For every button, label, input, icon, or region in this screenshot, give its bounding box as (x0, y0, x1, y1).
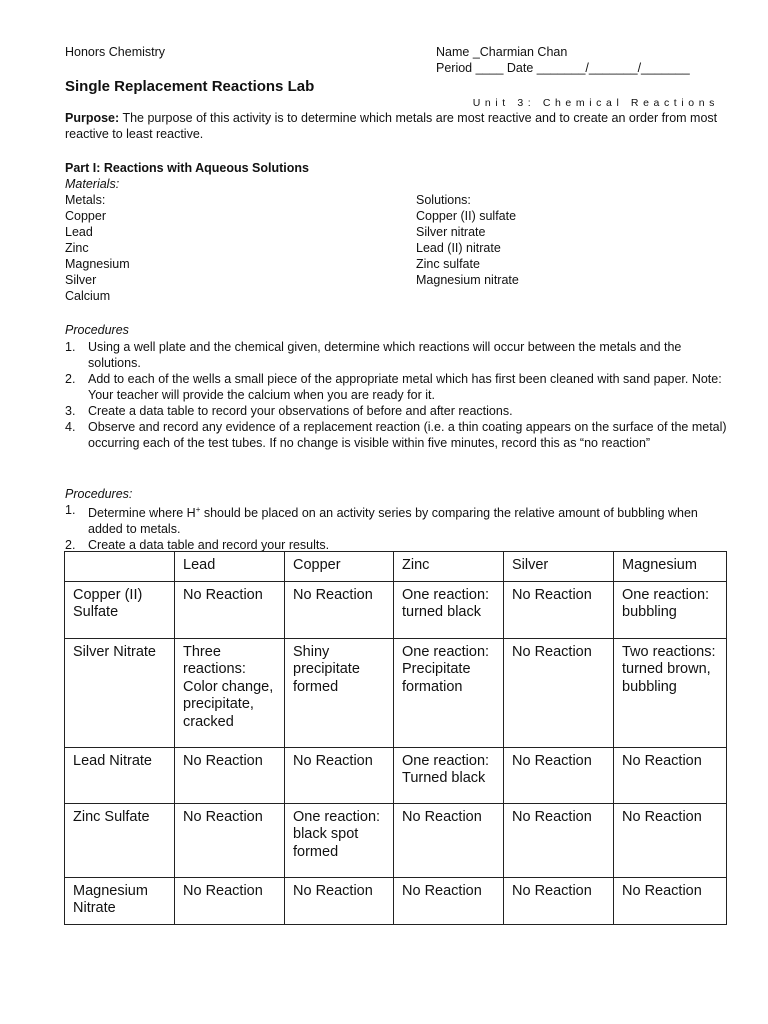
table-cell: One reaction: Turned black (394, 747, 504, 803)
table-cell: No Reaction (394, 803, 504, 877)
step-number: 1. (65, 340, 76, 354)
table-cell: No Reaction (504, 877, 614, 924)
column-header: Magnesium (614, 552, 727, 582)
table-cell: One reaction: black spot formed (285, 803, 394, 877)
table-cell: No Reaction (614, 803, 727, 877)
column-header: Zinc (394, 552, 504, 582)
row-header: Silver Nitrate (65, 638, 175, 747)
table-row (65, 638, 727, 747)
metal-item: Magnesium (65, 257, 130, 271)
table-cell: One reaction: bubbling (614, 581, 727, 638)
table-cell: No Reaction (504, 638, 614, 747)
solution-item: Lead (II) nitrate (416, 241, 501, 255)
table-row (65, 747, 727, 803)
column-header: Lead (175, 552, 285, 582)
procedure-step (65, 419, 730, 451)
step-text: Create a data table and record your results. (88, 538, 330, 553)
hydrogen-charge: + (195, 505, 201, 514)
table-row (65, 803, 727, 877)
solution-item: Copper (II) sulfate (416, 209, 517, 223)
step-text (88, 506, 698, 536)
table-cell: Shiny precipitate formed (285, 638, 394, 747)
row-header: Magnesium Nitrate (65, 877, 175, 924)
table-cell: One reaction: turned black (394, 581, 504, 638)
table-cell: Two reactions: turned brown, bubbling (614, 638, 727, 747)
table-cell: No Reaction (504, 581, 614, 638)
table-cell: No Reaction (614, 877, 727, 924)
step-text: Add to each of the wells a small piece of the appropriate metal which has first been cleaned with sand paper. Note: Your teacher will provide the calcium when you are ready for it. (88, 372, 722, 402)
column-header: Copper (285, 552, 394, 582)
purpose-text: The purpose of this activity is to determine which metals are most reactive and to create an order from most reactive to least reactive. (65, 111, 718, 141)
procedures-heading: Procedures (65, 323, 129, 337)
table-cell: No Reaction (504, 747, 614, 803)
metal-item: Lead (65, 225, 93, 239)
procedures2-heading: Procedures: (65, 487, 133, 501)
table-cell: No Reaction (175, 581, 285, 638)
step-text: Using a well plate and the chemical given, determine which reactions will occur between the metals and the solutions. (88, 340, 682, 370)
step-number: 4. (65, 420, 76, 434)
table-header-row (65, 552, 727, 582)
table-cell: Three reactions: Color change, precipitate, cracked (175, 638, 285, 747)
row-header: Copper (II) Sulfate (65, 581, 175, 638)
step-text: Observe and record any evidence of a replacement reaction (i.e. a thin coating appears on the surface of the metal) occurring each of the test tubes. If no change is visible within five minutes, record this as “no reaction” (88, 420, 727, 450)
part1-heading: Part I: Reactions with Aqueous Solutions (65, 161, 310, 175)
table-cell: No Reaction (175, 877, 285, 924)
table-cell: One reaction: Precipitate formation (394, 638, 504, 747)
table-cell: No Reaction (285, 877, 394, 924)
course-name: Honors Chemistry (65, 45, 166, 59)
student-name-line: Name _Charmian Chan (436, 45, 568, 59)
purpose-label: Purpose: (65, 111, 120, 125)
procedure-step (65, 502, 730, 537)
metal-item: Calcium (65, 289, 111, 303)
procedure-step (65, 371, 730, 403)
metals-label: Metals: (65, 193, 106, 207)
procedure-step (65, 403, 730, 419)
lab-title: Single Replacement Reactions Lab (65, 78, 315, 95)
row-header: Zinc Sulfate (65, 803, 175, 877)
step-number: 2. (65, 372, 76, 386)
table-row (65, 877, 727, 924)
step-number: 1. (65, 503, 76, 517)
materials-label: Materials: (65, 177, 120, 191)
table-row (65, 581, 727, 638)
procedures2-list (65, 502, 730, 553)
column-header: Silver (504, 552, 614, 582)
step-text-part: Determine where H (88, 506, 196, 521)
period-date-line: Period ____ Date _______/_______/_______ (436, 61, 690, 75)
table-cell: No Reaction (285, 747, 394, 803)
table-cell: No Reaction (285, 581, 394, 638)
solution-item: Silver nitrate (416, 225, 486, 239)
step-text-part: should be placed on an activity series by comparing the relative amount of bubbling when added to metals. (88, 506, 698, 537)
table-corner-cell (65, 552, 175, 582)
metal-item: Silver (65, 273, 97, 287)
step-number: 3. (65, 404, 76, 418)
procedure-step (65, 339, 730, 371)
metal-item: Copper (65, 209, 106, 223)
table-cell: No Reaction (175, 803, 285, 877)
table-cell: No Reaction (394, 877, 504, 924)
solutions-list (416, 192, 519, 288)
results-table (64, 551, 727, 925)
purpose-paragraph (65, 110, 725, 142)
table-cell: No Reaction (614, 747, 727, 803)
procedures-list (65, 339, 730, 451)
solution-item: Magnesium nitrate (416, 273, 519, 287)
table-cell: No Reaction (175, 747, 285, 803)
metals-list (65, 192, 130, 304)
table-cell: No Reaction (504, 803, 614, 877)
solution-item: Zinc sulfate (416, 257, 480, 271)
step-number: 2. (65, 538, 76, 553)
unit-title: Unit 3: Chemical Reactions (472, 97, 719, 109)
step-text: Create a data table to record your observations of before and after reactions. (88, 404, 513, 418)
row-header: Lead Nitrate (65, 747, 175, 803)
solutions-label: Solutions: (416, 193, 471, 207)
metal-item: Zinc (65, 241, 89, 255)
